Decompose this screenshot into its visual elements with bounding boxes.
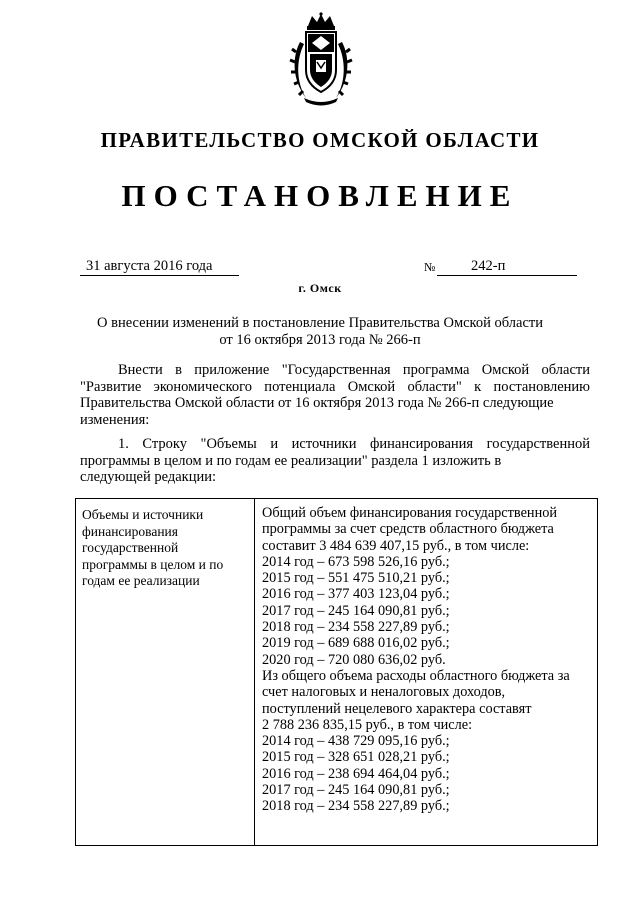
subject-line-2: от 16 октября 2013 года № 266-п xyxy=(219,332,421,348)
right-cell-line: 2014 год – 438 729 095,16 руб.; xyxy=(262,733,450,750)
subject-line-1: О внесении изменений в постановление Правительства Омской области xyxy=(97,315,543,331)
right-cell-line: программы за счет средств областного бюджета xyxy=(262,521,554,538)
right-cell-line: Из общего объема расходы областного бюджета за xyxy=(262,667,570,684)
right-cell-line: 2020 год – 720 080 636,02 руб. xyxy=(262,651,446,668)
right-cell-line: 2 788 236 835,15 руб., в том числе: xyxy=(262,716,473,733)
document-type-title: ПОСТАНОВЛЕНИЕ xyxy=(121,178,519,213)
table-left-cell xyxy=(82,507,254,590)
left-cell-line: Объемы и источники xyxy=(82,507,204,522)
table-column-divider xyxy=(254,499,255,845)
right-cell-line: 2015 год – 551 475 510,21 руб.; xyxy=(262,570,450,587)
paragraph-1-text: Внести в приложение "Государственная программа Омской области "Развитие экономического потенциала Омской области" к постановлению Правительства Омской области от 16 октября 2013 года № 266-п следующие xyxy=(80,362,590,411)
paragraph-2-text: 1. Строку "Объемы и источники финансирования государственной программы в целом и по годам ее реализации" раздела 1 изложить в xyxy=(80,436,590,469)
document-number: 242-п xyxy=(437,257,577,276)
number-sign: № xyxy=(424,260,436,274)
table-right-cell xyxy=(262,505,596,815)
left-cell-line: годам ее реализации xyxy=(82,573,200,588)
right-cell-line: Общий объем финансирования государственной xyxy=(262,505,558,521)
financing-table xyxy=(75,498,598,846)
city: г. Омск xyxy=(298,281,342,295)
right-cell-line: 2016 год – 377 403 123,04 руб.; xyxy=(262,586,450,603)
right-cell-line: счет налоговых и неналоговых доходов, xyxy=(262,684,506,701)
body-paragraph-1 xyxy=(80,362,590,428)
paragraph-1-end: изменения: xyxy=(80,411,150,428)
document-subject xyxy=(70,315,570,349)
body-paragraph-2 xyxy=(80,436,590,486)
right-cell-line: составит 3 484 639 407,15 руб., в том числе: xyxy=(262,537,530,554)
right-cell-line: 2019 год – 689 688 016,02 руб.; xyxy=(262,635,450,652)
right-cell-line: 2015 год – 328 651 028,21 руб.; xyxy=(262,749,450,766)
right-cell-line: 2017 год – 245 164 090,81 руб.; xyxy=(262,782,450,799)
document-date: 31 августа 2016 года xyxy=(80,257,239,276)
right-cell-line: поступлений нецелевого характера составят xyxy=(262,700,532,717)
right-cell-line: 2018 год – 234 558 227,89 руб.; xyxy=(262,619,450,636)
paragraph-2-end: следующей редакции: xyxy=(80,469,217,485)
right-cell-line: 2014 год – 673 598 526,16 руб.; xyxy=(262,553,450,570)
coat-of-arms-emblem xyxy=(286,12,356,108)
government-title: ПРАВИТЕЛЬСТВО ОМСКОЙ ОБЛАСТИ xyxy=(100,128,540,152)
right-cell-line: 2016 год – 238 694 464,04 руб.; xyxy=(262,765,450,782)
left-cell-line: государственной xyxy=(82,540,179,555)
left-cell-line: программы в целом и по xyxy=(82,556,224,572)
right-cell-line: 2018 год – 234 558 227,89 руб.; xyxy=(262,798,450,815)
right-cell-line: 2017 год – 245 164 090,81 руб.; xyxy=(262,602,450,619)
left-cell-line: финансирования xyxy=(82,523,178,539)
